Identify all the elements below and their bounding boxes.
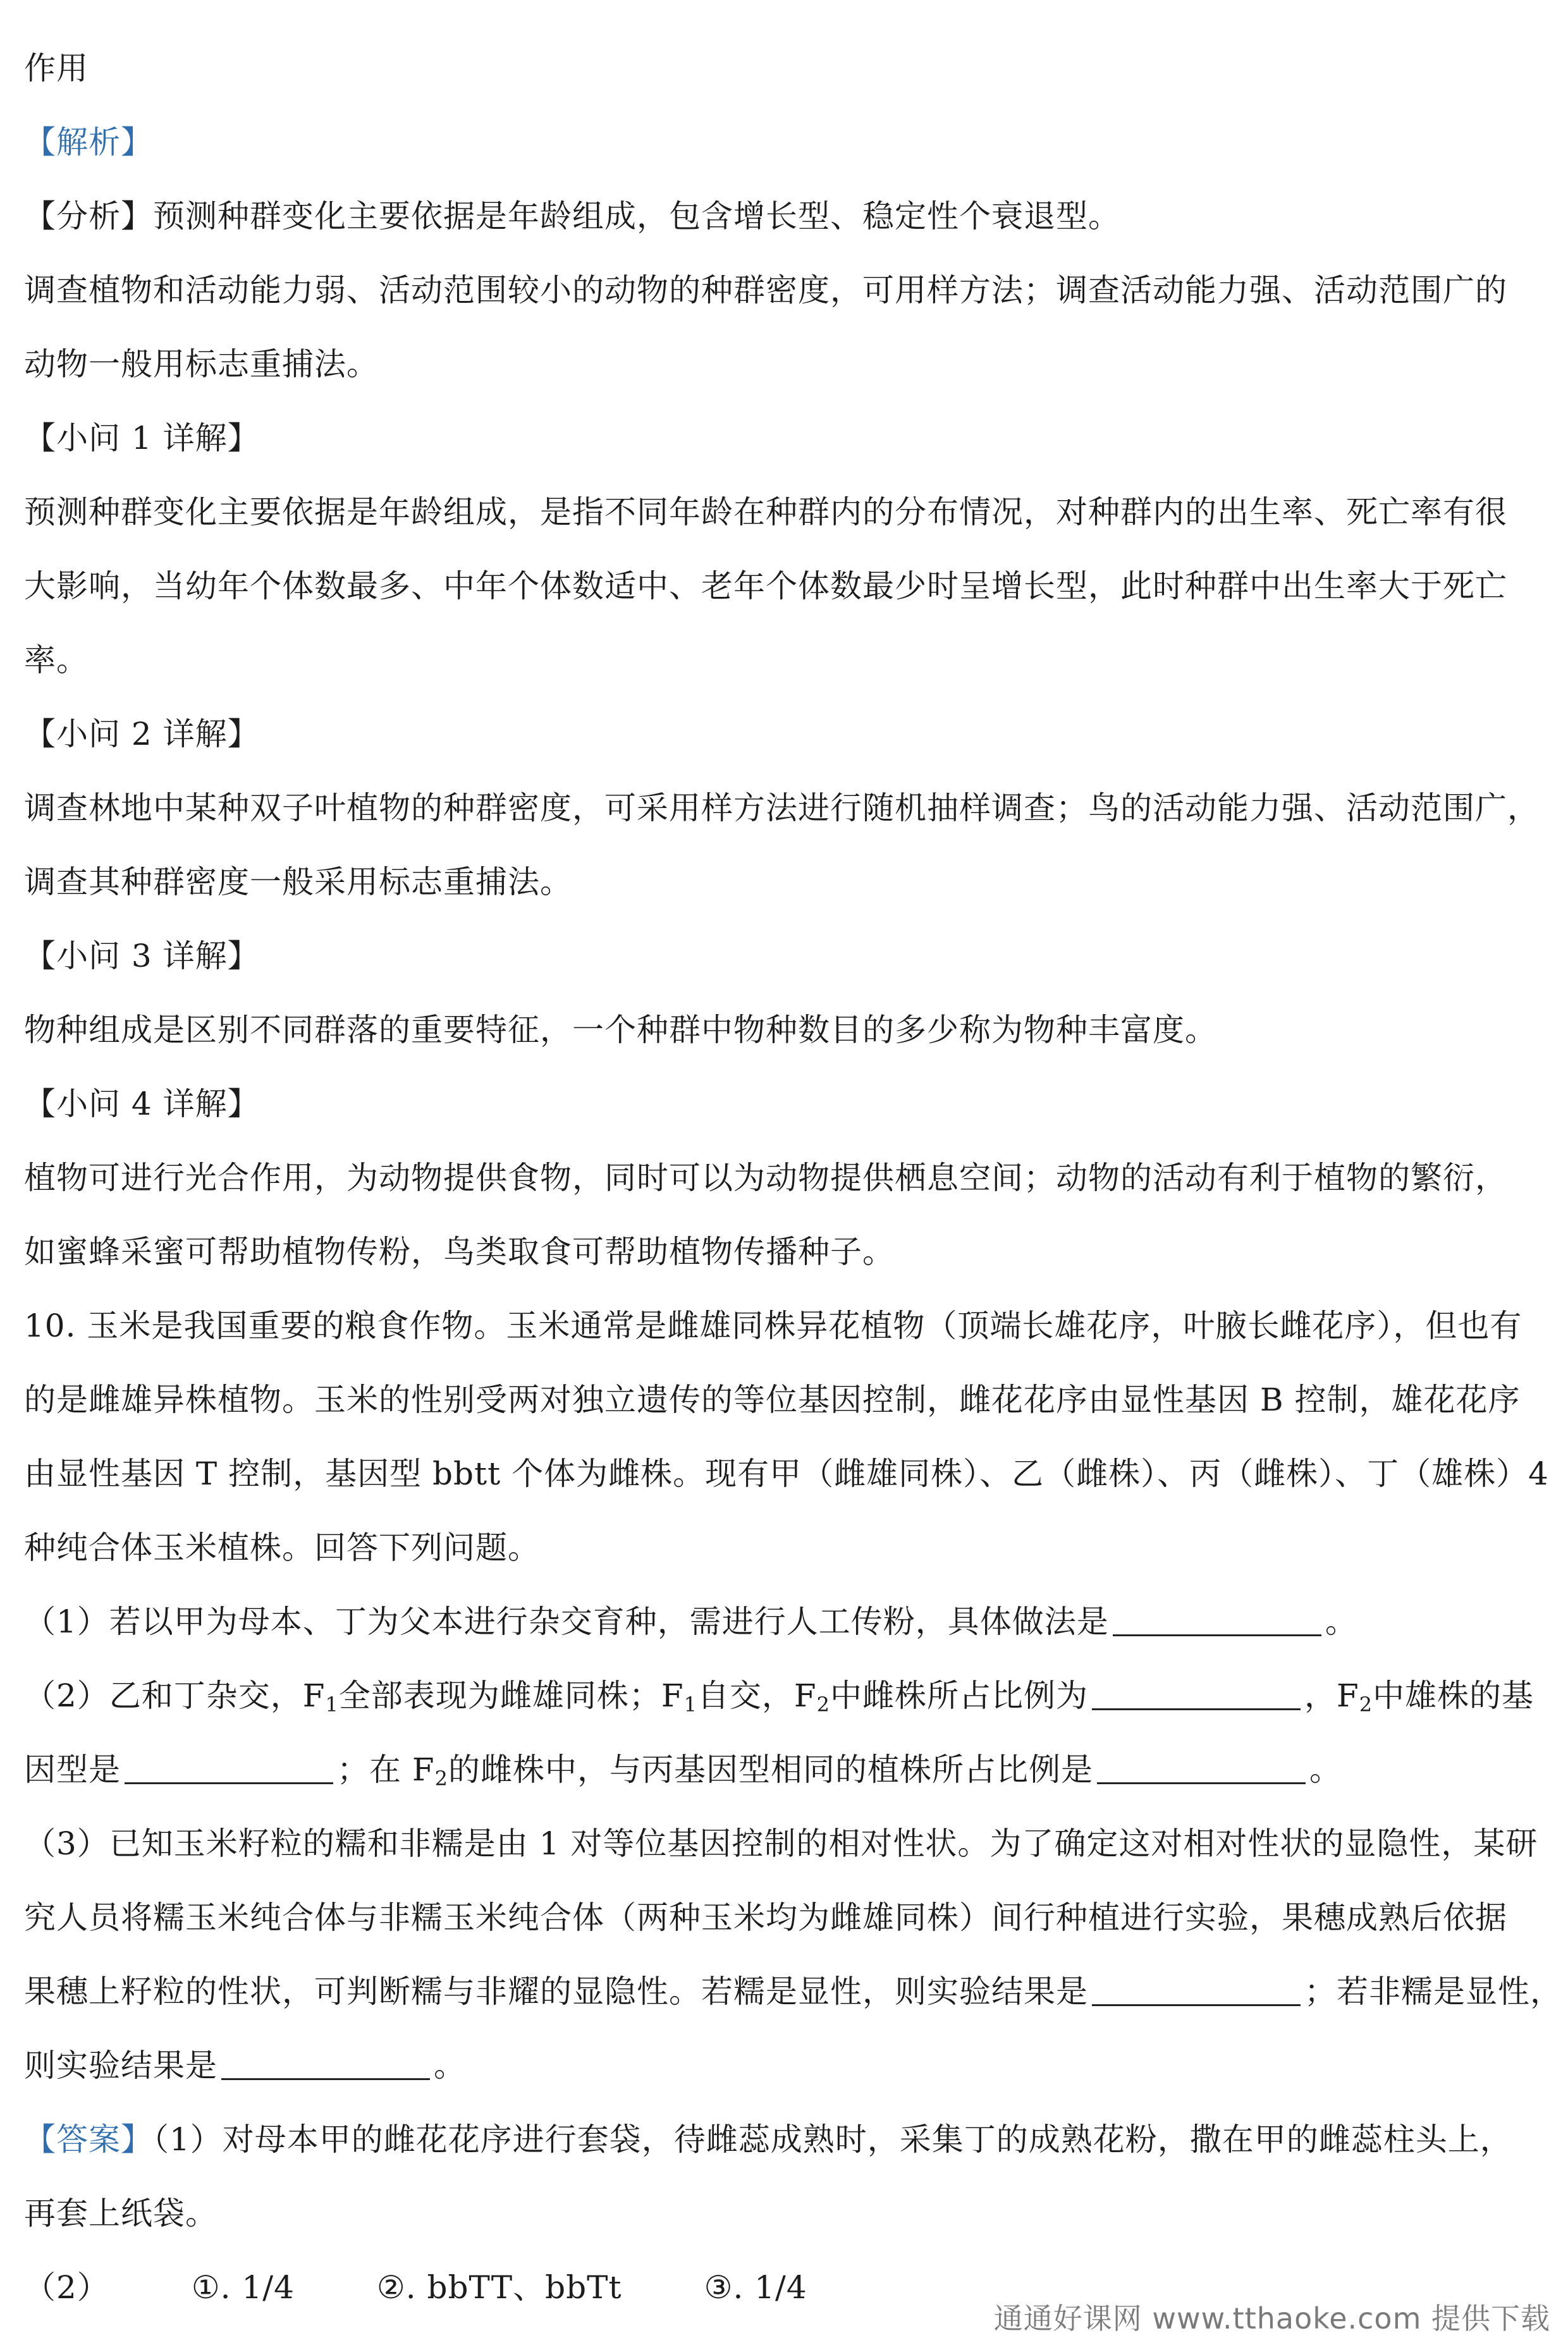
text-line: 作用	[24, 50, 89, 87]
q2-text: 因型是	[24, 1751, 121, 1788]
q2-text: ；在 F	[337, 1751, 435, 1788]
answer-label: 【答案】	[24, 2121, 153, 2158]
subscript: 2	[1359, 1693, 1373, 1717]
answer-blank	[1097, 1751, 1306, 1784]
question-10-part-2-line-2	[24, 1733, 1554, 1807]
q2-text: 中雌株所占比例为	[830, 1677, 1088, 1714]
text-line: 调查其种群密度一般采用标志重捕法。	[24, 864, 572, 900]
q2-text: 全部表现为雌雄同株；F	[338, 1677, 684, 1714]
answer-blank	[221, 2047, 430, 2080]
subscript: 1	[325, 1693, 339, 1717]
answer-blank	[1113, 1603, 1321, 1636]
question-10-part-3-line: （3）已知玉米籽粒的糯和非糯是由 1 对等位基因控制的相对性状。为了确定这对相对性状的显隐性，某研	[24, 1825, 1538, 1862]
q2-text: （2）乙和丁杂交，F	[24, 1677, 326, 1714]
text-line: 调查植物和活动能力弱、活动范围较小的动物的种群密度，可用样方法；调查活动能力强、活动范围广的	[24, 272, 1507, 309]
question-10-part-3-line	[24, 1955, 1562, 2029]
question-10-line: 种纯合体玉米植株。回答下列问题。	[24, 1529, 540, 1566]
answer-item: ②. bbTT、bbTt	[376, 2269, 622, 2306]
answer-blank	[125, 1751, 333, 1784]
text-line: 调查林地中某种双子叶植物的种群密度，可采用样方法进行随机抽样调查；鸟的活动能力强、活动范围广，	[24, 790, 1540, 826]
q3-text: 果穗上籽粒的性状，可判断糯与非耀的显隐性。若糯是显性，则实验结果是	[24, 1973, 1088, 2010]
question-10-line: 的是雌雄异株植物。玉米的性别受两对独立遗传的等位基因控制，雌花花序由显性基因 B 控制，雄花花序	[24, 1381, 1521, 1418]
q1-text: （1）若以甲为母本、丁为父本进行杂交育种，需进行人工传粉，具体做法是	[24, 1603, 1109, 1640]
watermark: 通通好课网 www.tthaoke.com 提供下载	[985, 2292, 1559, 2341]
answer-number: （2）	[24, 2269, 109, 2306]
answer-item: ③. 1/4	[704, 2269, 807, 2306]
subheading: 【小问 3 详解】	[24, 938, 260, 974]
subheading: 【小问 2 详解】	[24, 716, 260, 752]
answer-blank	[1092, 1973, 1301, 2006]
subheading: 【小问 4 详解】	[24, 1086, 260, 1122]
q3-text: 。	[434, 2047, 466, 2084]
question-10-part-1	[24, 1585, 1554, 1659]
question-10-part-3-line	[24, 2029, 1554, 2103]
answer-blank	[1092, 1677, 1301, 1710]
document-page	[24, 32, 1562, 2325]
text-line: 【分析】预测种群变化主要依据是年龄组成，包含增长型、稳定性个衰退型。	[24, 198, 1120, 235]
text-line: 大影响，当幼年个体数最多、中年个体数适中、老年个体数最少时呈增长型，此时种群中出生率大于死亡	[24, 568, 1507, 604]
q2-text: ，F	[1304, 1677, 1359, 1714]
question-10-part-3-line: 究人员将糯玉米纯合体与非糯玉米纯合体（两种玉米均为雌雄同株）间行种植进行实验，果穗成熟后依据	[24, 1899, 1507, 1936]
q2-text: 。	[1309, 1751, 1342, 1788]
question-10-part-2-line-1	[24, 1659, 1554, 1733]
q2-text: 自交，F	[697, 1677, 817, 1714]
text-line: 物种组成是区别不同群落的重要特征，一个种群中物种数目的多少称为物种丰富度。	[24, 1012, 1217, 1048]
q3-text: ；若非糯是显性，	[1304, 1973, 1562, 2010]
text-line: 动物一般用标志重捕法。	[24, 346, 379, 383]
q3-text: 则实验结果是	[24, 2047, 217, 2084]
q1-end: 。	[1325, 1603, 1357, 1640]
text-line: 植物可进行光合作用，为动物提供食物，同时可以为动物提供栖息空间；动物的活动有利于植物的繁衍，	[24, 1160, 1507, 1196]
question-10-line: 10. 玉米是我国重要的粮食作物。玉米通常是雌雄同株异花植物（顶端长雄花序，叶腋长雌花序），但也有	[24, 1307, 1522, 1344]
text-line: 率。	[24, 642, 89, 678]
section-heading-jiexi: 【解析】	[24, 124, 153, 161]
q2-text: 的雌株中，与丙基因型相同的植株所占比例是	[448, 1751, 1093, 1788]
text-line: 如蜜蜂采蜜可帮助植物传粉，鸟类取食可帮助植物传播种子。	[24, 1234, 895, 1270]
subscript: 2	[434, 1766, 448, 1791]
text-line: 预测种群变化主要依据是年龄组成，是指不同年龄在种群内的分布情况，对种群内的出生率、死亡率有很	[24, 494, 1507, 530]
subscript: 1	[683, 1693, 697, 1717]
subheading: 【小问 1 详解】	[24, 420, 260, 456]
question-10-line: 由显性基因 T 控制，基因型 bbtt 个体为雌株。现有甲（雌雄同株）、乙（雌株）、丙（雌株）、丁（雄株）4	[24, 1455, 1549, 1492]
q2-text: 中雄株的基	[1373, 1677, 1534, 1714]
answer-line	[24, 2103, 1554, 2177]
answer-line: 再套上纸袋。	[24, 2195, 217, 2232]
answer-item: ①. 1/4	[191, 2269, 295, 2306]
subscript: 2	[816, 1693, 830, 1717]
answer-text: （1）对母本甲的雌花花序进行套袋，待雌蕊成熟时，采集丁的成熟花粉，撒在甲的雌蕊柱头上，	[153, 2121, 1512, 2158]
